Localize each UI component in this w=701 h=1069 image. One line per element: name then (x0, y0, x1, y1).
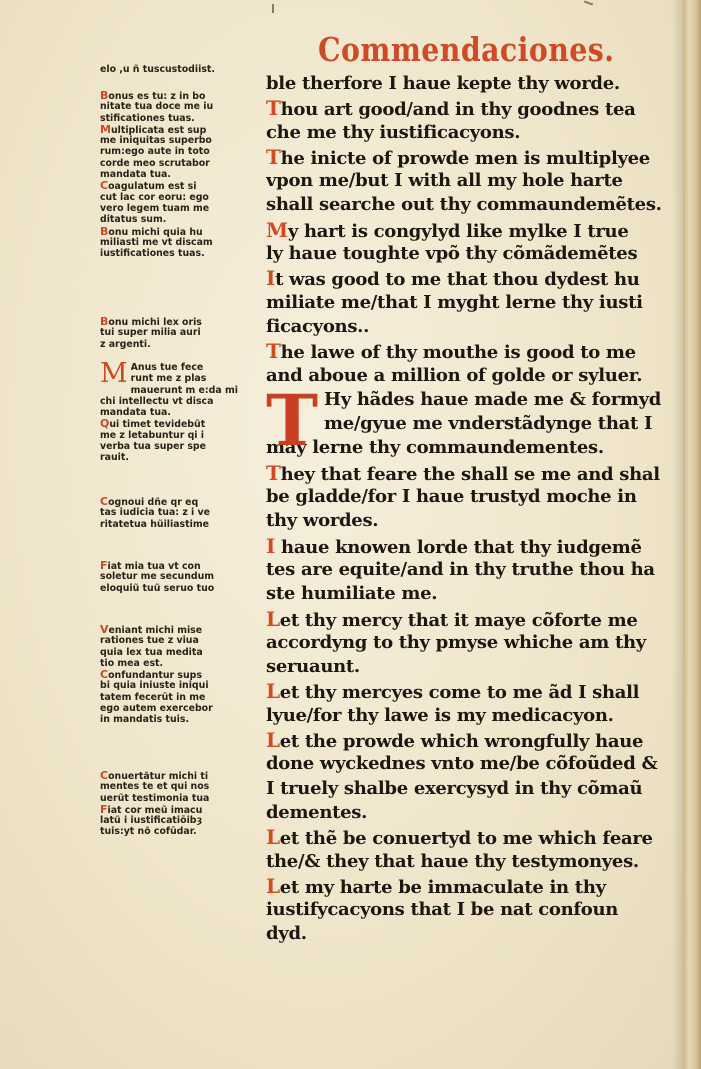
text-line-content: t was good to me that thou dydest hu (275, 269, 640, 291)
gloss-line (100, 158, 258, 169)
printer-mark (272, 4, 274, 13)
text-line-content: thy wordes. (266, 510, 379, 532)
gloss-text: tas iudicia tua: z i ve (100, 507, 210, 519)
text-line (266, 728, 670, 752)
gloss-line (100, 635, 258, 646)
gloss-text: mandata tua. (100, 407, 171, 419)
text-line (266, 534, 670, 558)
text-line (266, 752, 670, 776)
text-line (266, 315, 670, 339)
text-line (266, 412, 670, 436)
text-line-content: et the prowde which wrongfully haue (279, 731, 644, 753)
text-line-content: the/& they that haue thy testymonyes. (266, 850, 639, 872)
gloss-line (100, 571, 258, 582)
gloss-line (131, 373, 258, 384)
gloss-text: elo ,u ñ tuscustodiist. (100, 64, 215, 75)
text-line-content: ficacyons.. (266, 315, 370, 337)
rubric-initial: B (100, 90, 109, 102)
gloss-line (100, 815, 258, 826)
gloss-text: eniant michi mise (108, 625, 203, 636)
gloss-text: tuis:yt nõ cofūdar. (100, 826, 197, 838)
text-line-content: lyue/for thy lawe is my medicacyon. (266, 704, 614, 726)
text-line-content: miliate me/that I myght lerne thy iusti (266, 291, 643, 313)
text-line (266, 121, 670, 145)
gloss-text: oagulatum est si (108, 181, 197, 192)
decorated-initial: T (266, 378, 319, 462)
text-line-content: haue knowen lorde that thy iudgemẽ (275, 536, 642, 558)
gloss-text: corde meo scrutabor (100, 157, 210, 169)
gloss-text: cut lac cor eoru: ego (100, 191, 209, 203)
gloss-text: iustificationes tuas. (100, 248, 205, 260)
text-line (266, 436, 670, 460)
gloss-block (100, 496, 258, 530)
text-line-content: tes are equite/and in thy truthe thou ha (266, 558, 655, 580)
printer-mark (584, 1, 593, 6)
text-line (266, 898, 670, 922)
gloss-line (100, 124, 258, 135)
text-line-content: he lawe of thy mouthe is good to me (280, 342, 636, 364)
gloss-line (100, 441, 258, 452)
text-line-content: ste humiliate me. (266, 583, 438, 605)
gloss-line (100, 192, 258, 203)
text-line (266, 679, 670, 703)
gloss-line (100, 714, 258, 725)
gloss-text: ditatus sum. (100, 214, 167, 226)
text-line-content: ly haue toughte vpõ thy cõmãdemẽtes (266, 243, 638, 265)
rubric-initial: L (266, 728, 280, 753)
gloss-line (100, 507, 258, 518)
gloss-text: onus es tu: z in bo (108, 91, 206, 102)
gloss-text: rauit. (100, 452, 129, 464)
gloss-line (100, 90, 258, 101)
gloss-text: Anus tue fece (130, 362, 204, 373)
rubric-initial: C (100, 180, 109, 192)
gloss-line (100, 101, 258, 112)
rubric-initial: V (100, 624, 109, 636)
gloss-text: onu michi lex oris (108, 317, 202, 328)
rubric-initial: C (100, 770, 109, 782)
gloss-line (100, 680, 258, 691)
gloss-text: tui super milia auri (100, 327, 201, 339)
gloss-text: verba tua super spe (100, 441, 206, 453)
gloss-block (100, 624, 258, 726)
text-line (266, 364, 670, 388)
gloss-initial: M (100, 358, 128, 389)
rubric-initial: B (100, 316, 109, 328)
rubric-initial: L (266, 679, 280, 704)
gloss-text: chi intellectu vt disca (100, 395, 214, 407)
page-title: Commendaciones. (318, 30, 615, 69)
gloss-line (100, 327, 258, 338)
gloss-line (100, 826, 258, 837)
text-line (266, 655, 670, 679)
rubric-initial: T (266, 144, 281, 169)
gloss-text: latũ i iustificatiōibȝ (100, 815, 203, 827)
text-line-content: shall searche out thy commaundemẽtes. (266, 194, 662, 216)
gloss-text: onfundantur sups (108, 670, 202, 681)
gloss-block (100, 770, 258, 838)
gloss-line (100, 407, 258, 418)
text-line-content: may lerne thy commaundementes. (266, 437, 604, 459)
gloss-block (100, 64, 258, 75)
gloss-text: z argenti. (100, 338, 151, 350)
gloss-line (100, 692, 258, 703)
rubric-initial: T (266, 339, 281, 364)
gloss-text: eloquiũ tuũ seruo tuo (100, 582, 215, 594)
gloss-text: tio mea est. (100, 657, 164, 669)
gloss-text: mauerunt m e:da mi (130, 384, 238, 396)
gloss-line (100, 418, 258, 429)
text-line-content: iustifycacyons that I be nat confoun (266, 899, 619, 921)
text-line-content: et thẽ be conuertyd to me which feare (279, 828, 653, 850)
text-line (266, 169, 670, 193)
rubric-initial: T (266, 460, 281, 485)
rubric-initial: B (100, 225, 109, 237)
text-line (266, 72, 670, 96)
latin-gloss-column (100, 64, 258, 864)
text-line (266, 777, 670, 801)
text-line-content: seruaunt. (266, 656, 360, 678)
gloss-line (100, 496, 258, 507)
gloss-line (100, 770, 258, 781)
gloss-text: onu michi quia hu (108, 226, 203, 237)
rubric-initial: L (266, 873, 280, 898)
text-line-content: be gladde/for I haue trustyd moche in (266, 486, 637, 508)
gloss-line (100, 669, 258, 680)
text-line-content: hey that feare the shall se me and shal (280, 463, 660, 485)
gloss-text: onuertãtur michi ti (108, 771, 209, 782)
gloss-text: quia lex tua medita (100, 646, 203, 658)
text-line (266, 96, 670, 120)
gloss-text: ritatetua hũiliastime (100, 518, 209, 530)
gloss-text: ognoui dñe qr eq (108, 497, 199, 508)
rubric-initial: C (100, 496, 109, 508)
gloss-line (100, 316, 258, 327)
text-line (266, 631, 670, 655)
text-line (266, 461, 670, 485)
rubric-initial: C (100, 669, 109, 681)
text-line (266, 339, 670, 363)
text-line-content: Hy hãdes haue made me & formyd (324, 388, 662, 410)
gloss-text: nitate tua doce me iu (100, 101, 214, 113)
gloss-line (100, 214, 258, 225)
rubric-initial: I (266, 533, 276, 558)
text-line-content: and aboue a million of golde or syluer. (266, 364, 643, 386)
gloss-text: iat mia tua vt con (107, 561, 201, 572)
gloss-line (100, 113, 258, 124)
gloss-line (100, 169, 258, 180)
gloss-line (100, 647, 258, 658)
text-line (266, 850, 670, 874)
text-line-content: ble therfore I haue kepte thy worde. (266, 73, 620, 94)
gloss-text: rationes tue z viua (100, 635, 199, 647)
gloss-line (100, 226, 258, 237)
rubric-initial: Q (100, 418, 110, 430)
gloss-line (100, 452, 258, 463)
gloss-text: vero legem tuam me (100, 202, 210, 214)
main-text-column (266, 72, 670, 945)
gloss-line (100, 583, 258, 594)
text-line-content: et thy mercyes come to me ãd I shall (279, 682, 640, 704)
gloss-line (100, 396, 258, 407)
gloss-line (100, 248, 258, 259)
text-line (266, 509, 670, 533)
rubric-initial: M (266, 217, 288, 242)
gloss-text: soletur me secundum (100, 571, 215, 583)
text-line (266, 291, 670, 315)
gloss-text: in mandatis tuis. (100, 714, 190, 726)
text-line-content: dyd. (266, 923, 307, 945)
book-binding (683, 0, 701, 1069)
text-line (266, 558, 670, 582)
text-line-content: che me thy iustificacyons. (266, 121, 521, 143)
gloss-line (100, 804, 258, 815)
text-line-content: done wyckednes vnto me/be cõfoũded & (266, 753, 658, 775)
text-line (266, 801, 670, 825)
text-line (266, 825, 670, 849)
gloss-block (100, 316, 258, 350)
gloss-text: ultiplicata est sup (110, 124, 207, 136)
gloss-line (100, 135, 258, 146)
text-line (266, 388, 670, 412)
gloss-text: iat cor meũ imacu (107, 804, 203, 816)
gloss-line (100, 781, 258, 792)
text-line-content: vpon me/but I with all my hole harte (266, 170, 623, 192)
gloss-text: me iniquitas superbo (100, 135, 212, 147)
text-line (266, 704, 670, 728)
rubric-initial: L (266, 606, 280, 631)
gloss-line (100, 703, 258, 714)
text-line-content: I truely shalbe exercysyd in thy cõmaũ (266, 777, 643, 799)
text-line (266, 874, 670, 898)
text-line-content: he inicte of prowde men is multiplyee (280, 147, 650, 169)
gloss-line (100, 560, 258, 571)
text-line (266, 266, 670, 290)
gloss-line (100, 237, 258, 248)
gloss-text: miliasti me vt discam (100, 236, 213, 248)
gloss-text: mandata tua. (100, 169, 171, 181)
gloss-line (100, 624, 258, 635)
text-line (266, 145, 670, 169)
text-line-content: y hart is congylyd like mylke I true (287, 220, 629, 242)
rubric-initial: T (266, 96, 281, 121)
gloss-line (100, 203, 258, 214)
gloss-text: tatem fecerūt in me (100, 691, 206, 703)
gloss-block (100, 358, 258, 464)
gloss-text: ego autem exercebor (100, 703, 213, 715)
gloss-line (131, 362, 258, 373)
gloss-text: stificationes tuas. (100, 112, 195, 124)
gloss-text: mentes te et qui nos (100, 781, 210, 793)
gloss-text: rum:ego aute in toto (100, 146, 210, 158)
text-line (266, 218, 670, 242)
rubric-initial: I (266, 266, 276, 291)
text-line (266, 922, 670, 946)
rubric-initial: F (100, 803, 108, 816)
gloss-line (100, 339, 258, 350)
text-line-content: me/gyue me vnderstãdynge that I (324, 413, 653, 435)
text-line (266, 193, 670, 217)
text-line-content: hou art good/and in thy goodnes tea (280, 99, 636, 121)
gloss-line (100, 793, 258, 804)
gloss-line (100, 64, 258, 75)
gloss-block (100, 560, 258, 594)
gloss-text: ui timet tevidebũt (109, 419, 206, 430)
rubric-initial: L (266, 825, 280, 850)
text-line-content: accordyng to thy pmyse whiche am thy (266, 631, 646, 653)
rubric-initial: M (100, 123, 111, 136)
gloss-text: me z letabuntur qi i (100, 429, 204, 441)
rubric-initial: F (100, 560, 108, 572)
text-line (266, 607, 670, 631)
gloss-text: uerũt testimonia tua (100, 792, 210, 804)
text-line-content: et thy mercy that it maye cõforte me (279, 609, 638, 631)
gloss-line (131, 385, 258, 396)
gloss-text: runt me z plas (130, 373, 207, 385)
gloss-line (100, 658, 258, 669)
gloss-line (100, 519, 258, 530)
gloss-line (100, 430, 258, 441)
text-line (266, 582, 670, 606)
gloss-line (100, 146, 258, 157)
text-line (266, 242, 670, 266)
text-line-content: dementes. (266, 801, 368, 823)
text-line (266, 485, 670, 509)
gloss-text: bi quia iniuste iniqui (100, 680, 209, 692)
gloss-block (100, 90, 258, 259)
gloss-line (100, 180, 258, 191)
text-line-content: et my harte be immaculate in thy (279, 876, 606, 898)
